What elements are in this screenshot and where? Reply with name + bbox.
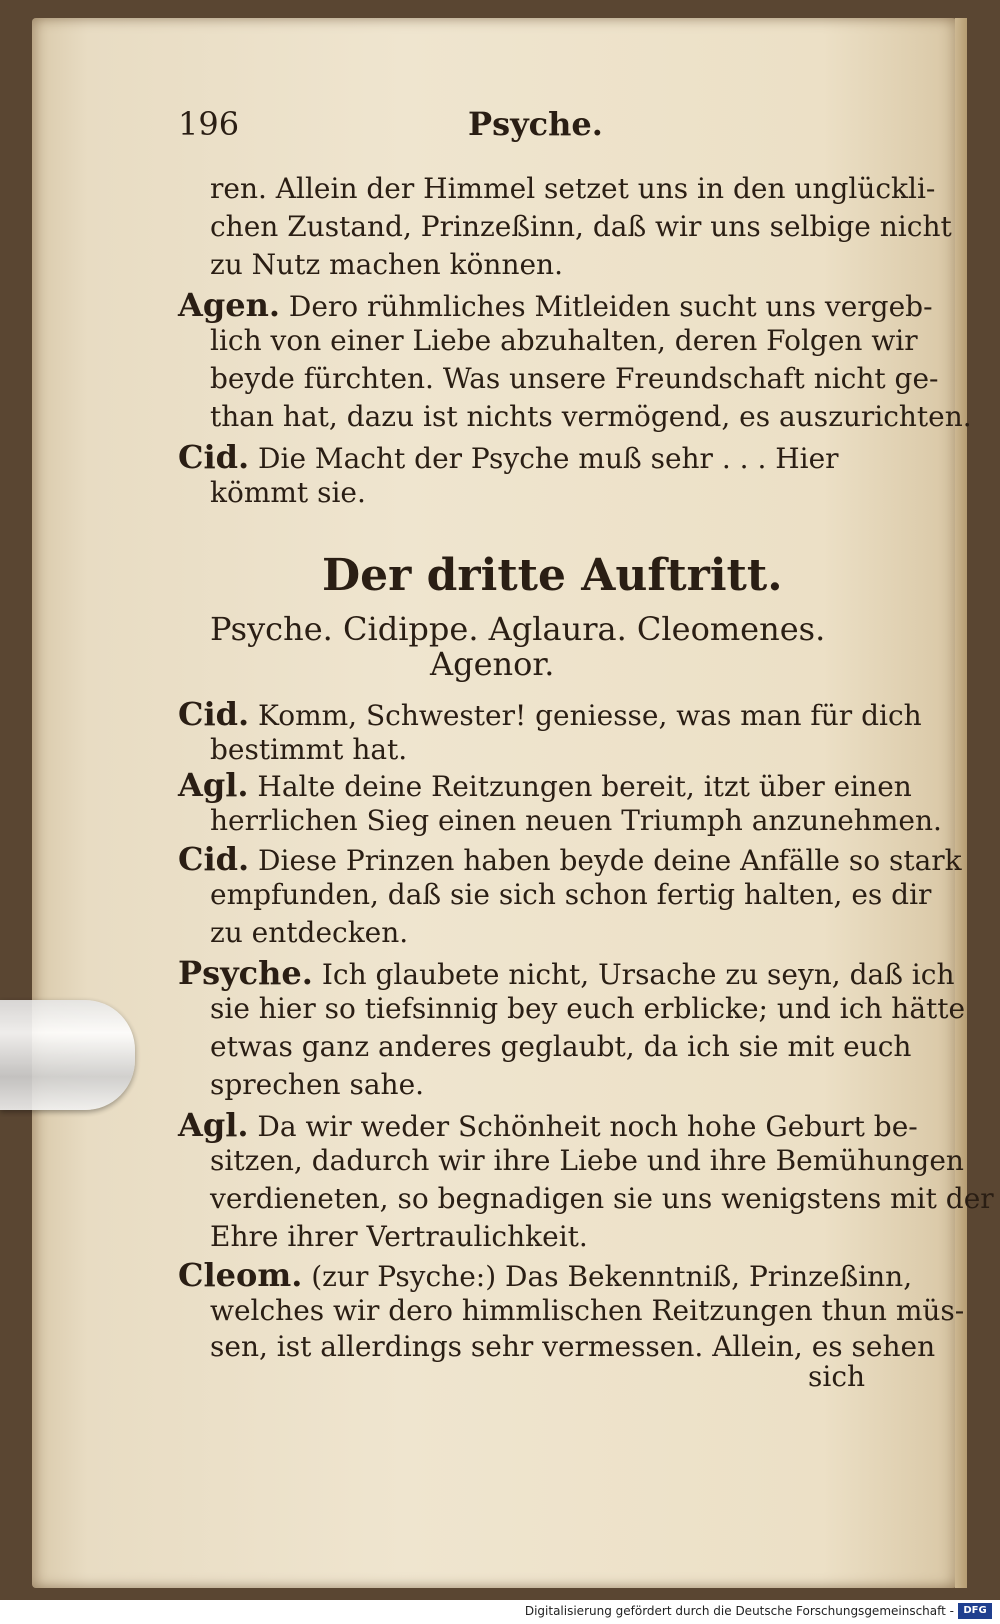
speaker-label: Psyche. — [178, 954, 313, 992]
speech-line: Agen. Dero rühmliches Mitleiden sucht uns vergeb- — [178, 286, 933, 324]
speech-line: Cid. Die Macht der Psyche muß sehr . . . Hier — [178, 438, 839, 476]
cast-list: Agenor. — [430, 645, 555, 683]
text-line: lich von einer Liebe abzuhalten, deren Folgen wir — [210, 324, 918, 357]
text-line: sen, ist allerdings sehr vermessen. Allein, es sehen — [210, 1330, 936, 1363]
footer-credit: Digitalisierung gefördert durch die Deutsche Forschungsgemeinschaft - — [524, 1604, 954, 1618]
speech-line: Agl. Da wir weder Schönheit noch hohe Geburt be- — [178, 1106, 918, 1144]
text-line: sprechen sahe. — [210, 1068, 425, 1101]
speaker-label: Agl. — [178, 1106, 249, 1144]
text-line: zu entdecken. — [210, 916, 409, 949]
text-line: kömmt sie. — [210, 476, 366, 509]
text-line: welches wir dero himmlischen Reitzungen thun müs- — [210, 1294, 965, 1327]
speaker-label: Agen. — [178, 286, 280, 324]
dfg-logo-icon: DFG — [958, 1603, 992, 1619]
speaker-label: Cleom. — [178, 1256, 303, 1294]
scene-title: Der dritte Auftritt. — [322, 550, 783, 601]
footer-bar — [0, 1600, 1000, 1624]
cast-list: Psyche. Cidippe. Aglaura. Cleomenes. — [210, 610, 826, 648]
speech-line: Cid. Diese Prinzen haben beyde deine Anfälle so stark — [178, 840, 962, 878]
running-head: Psyche. — [468, 105, 603, 143]
speaker-label: Cid. — [178, 438, 250, 476]
text-line: zu Nutz machen können. — [210, 248, 563, 281]
speech-line: Cid. Komm, Schwester! geniesse, was man für dich — [178, 695, 922, 733]
speech-line: Cleom. (zur Psyche:) Das Bekenntniß, Prinzeßinn, — [178, 1256, 913, 1294]
speech-line: Agl. Halte deine Reitzungen bereit, itzt über einen — [178, 766, 912, 804]
text-line: beyde fürchten. Was unsere Freundschaft nicht ge- — [210, 362, 939, 395]
text-line: herrlichen Sieg einen neuen Triumph anzunehmen. — [210, 804, 942, 837]
text-line: Ehre ihrer Vertraulichkeit. — [210, 1220, 588, 1253]
page-number: 196 — [178, 105, 240, 143]
page-clip — [0, 1000, 135, 1110]
page-edge — [955, 18, 967, 1588]
text-line: sitzen, dadurch wir ihre Liebe und ihre Bemühungen — [210, 1144, 964, 1177]
text-line: than hat, dazu ist nichts vermögend, es auszurichten. — [210, 400, 972, 433]
speaker-label: Cid. — [178, 695, 250, 733]
catchword: sich — [808, 1360, 866, 1393]
text-line: bestimmt hat. — [210, 733, 408, 766]
text-line: sie hier so tiefsinnig bey euch erblicke; und ich hätte — [210, 992, 966, 1025]
speaker-label: Agl. — [178, 766, 249, 804]
speaker-label: Cid. — [178, 840, 250, 878]
text-line: ren. Allein der Himmel setzet uns in den unglückli- — [210, 172, 936, 205]
text-line: chen Zustand, Prinzeßinn, daß wir uns selbige nicht — [210, 210, 952, 243]
text-line: etwas ganz anderes geglaubt, da ich sie mit euch — [210, 1030, 912, 1063]
text-line: empfunden, daß sie sich schon fertig halten, es dir — [210, 878, 932, 911]
speech-line: Psyche. Ich glaubete nicht, Ursache zu seyn, daß ich — [178, 954, 955, 992]
page-header — [178, 105, 848, 155]
text-line: verdieneten, so begnadigen sie uns wenigstens mit der — [210, 1182, 994, 1215]
